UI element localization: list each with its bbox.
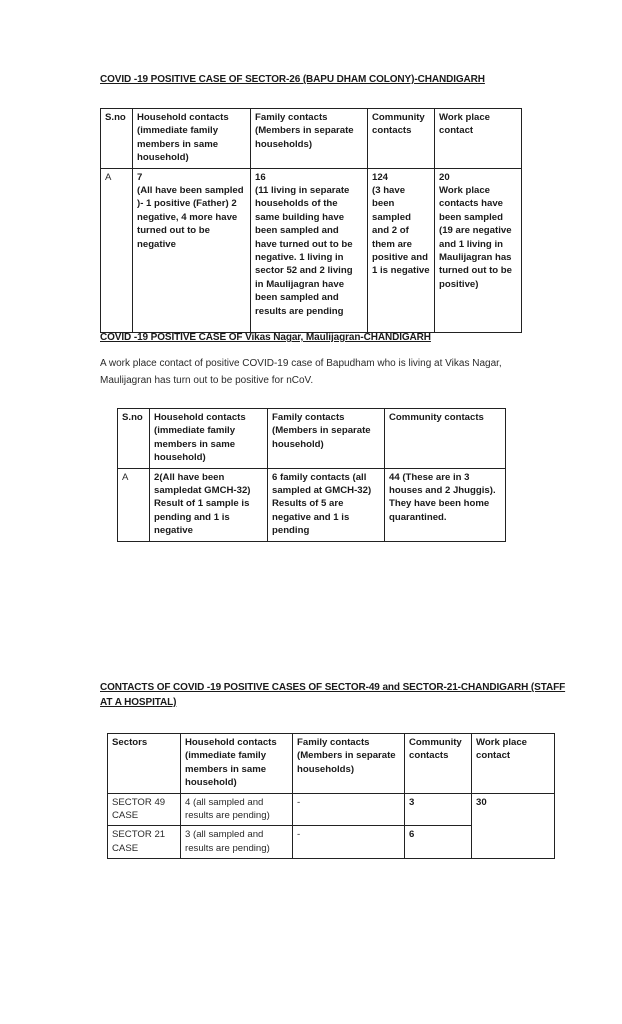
cell-community: 6: [405, 826, 472, 859]
table-header-row: [118, 409, 506, 469]
header-family-contacts: Family contacts (Members in separate household): [268, 409, 385, 469]
table-header-row: [108, 734, 555, 794]
cell-household: 2(All have been sampledat GMCH-32) Result of 1 sample is pending and 1 is negative: [150, 468, 268, 541]
cell-community: 3: [405, 793, 472, 826]
header-sectors: Sectors: [108, 734, 181, 794]
section2-paragraph: A work place contact of positive COVID-19 case of Bapudham who is living at Vikas Nagar, Maulijagran has turn out to be positive for nCoV.: [100, 358, 502, 386]
section2-heading: COVID -19 POSITIVE CASE OF Vikas Nagar, Maulijagran-CHANDIGARH: [100, 332, 431, 343]
cell-workplace: 30: [472, 793, 555, 859]
header-community-contacts: Community contacts: [368, 109, 435, 169]
vikas-nagar-contacts-table: [117, 408, 506, 542]
header-sno: S.no: [101, 109, 133, 169]
cell-sector: SECTOR 21 CASE: [108, 826, 181, 859]
header-family-contacts: Family contacts (Members in separate households): [293, 734, 405, 794]
family-detail: (11 living in separate households of the same building have been sampled and have turned out to be negative. 1 living in sector 52 and 2 living in Maulijagran have been sampled and results are pending: [255, 185, 353, 317]
section3-heading-line1: CONTACTS OF COVID -19 POSITIVE CASES OF SECTOR-49 and SECTOR-21-CHANDIGARH (STAFF: [100, 682, 566, 693]
table-row: [118, 468, 506, 541]
cell-sno: A: [101, 168, 133, 332]
table-row: [108, 793, 555, 826]
cell-family: [251, 168, 368, 332]
header-community-contacts: Community contacts: [405, 734, 472, 794]
header-work-place-contact: Work place contact: [435, 109, 522, 169]
household-count: 7: [137, 171, 143, 183]
workplace-count: 20: [439, 171, 450, 183]
header-family-contacts: Family contacts (Members in separate households): [251, 109, 368, 169]
cell-sector: SECTOR 49 CASE: [108, 793, 181, 826]
cell-family: -: [293, 826, 405, 859]
header-sno: S.no: [118, 409, 150, 469]
sector49-sector21-contacts-table: [107, 733, 555, 859]
cell-household: 3 (all sampled and results are pending): [181, 826, 293, 859]
community-count: 124: [372, 171, 389, 183]
family-count: 16: [255, 171, 266, 183]
table-row: [101, 168, 522, 332]
section3-heading-line2: AT A HOSPITAL): [100, 697, 177, 708]
cell-community: 44 (These are in 3 houses and 2 Jhuggis). They have been home quarantined.: [385, 468, 506, 541]
cell-family: 6 family contacts (all sampled at GMCH-32) Results of 5 are negative and 1 is pending: [268, 468, 385, 541]
sector26-contacts-table: [100, 108, 522, 333]
header-community-contacts: Community contacts: [385, 409, 506, 469]
cell-household: [133, 168, 251, 332]
header-household-contacts: Household contacts (immediate family members in same household): [133, 109, 251, 169]
header-household-contacts: Household contacts (immediate family members in same household): [181, 734, 293, 794]
header-household-contacts: Household contacts (immediate family members in same household): [150, 409, 268, 469]
section1-heading: COVID -19 POSITIVE CASE OF SECTOR-26 (BAPU DHAM COLONY)-CHANDIGARH: [100, 74, 485, 85]
cell-community: [368, 168, 435, 332]
community-detail: (3 have been sampled and 2 of them are positive and 1 is negative: [372, 185, 430, 277]
header-work-place-contact: Work place contact: [472, 734, 555, 794]
workplace-detail: Work place contacts have been sampled (19 are negative and 1 living in Maulijagran has turned out to be positive): [439, 185, 513, 290]
table-header-row: [101, 109, 522, 169]
cell-sno: A: [118, 468, 150, 541]
cell-household: 4 (all sampled and results are pending): [181, 793, 293, 826]
cell-workplace: [435, 168, 522, 332]
cell-family: -: [293, 793, 405, 826]
household-detail: (All have been sampled )- 1 positive (Father) 2 negative, 4 more have turned out to be negative: [137, 185, 244, 250]
